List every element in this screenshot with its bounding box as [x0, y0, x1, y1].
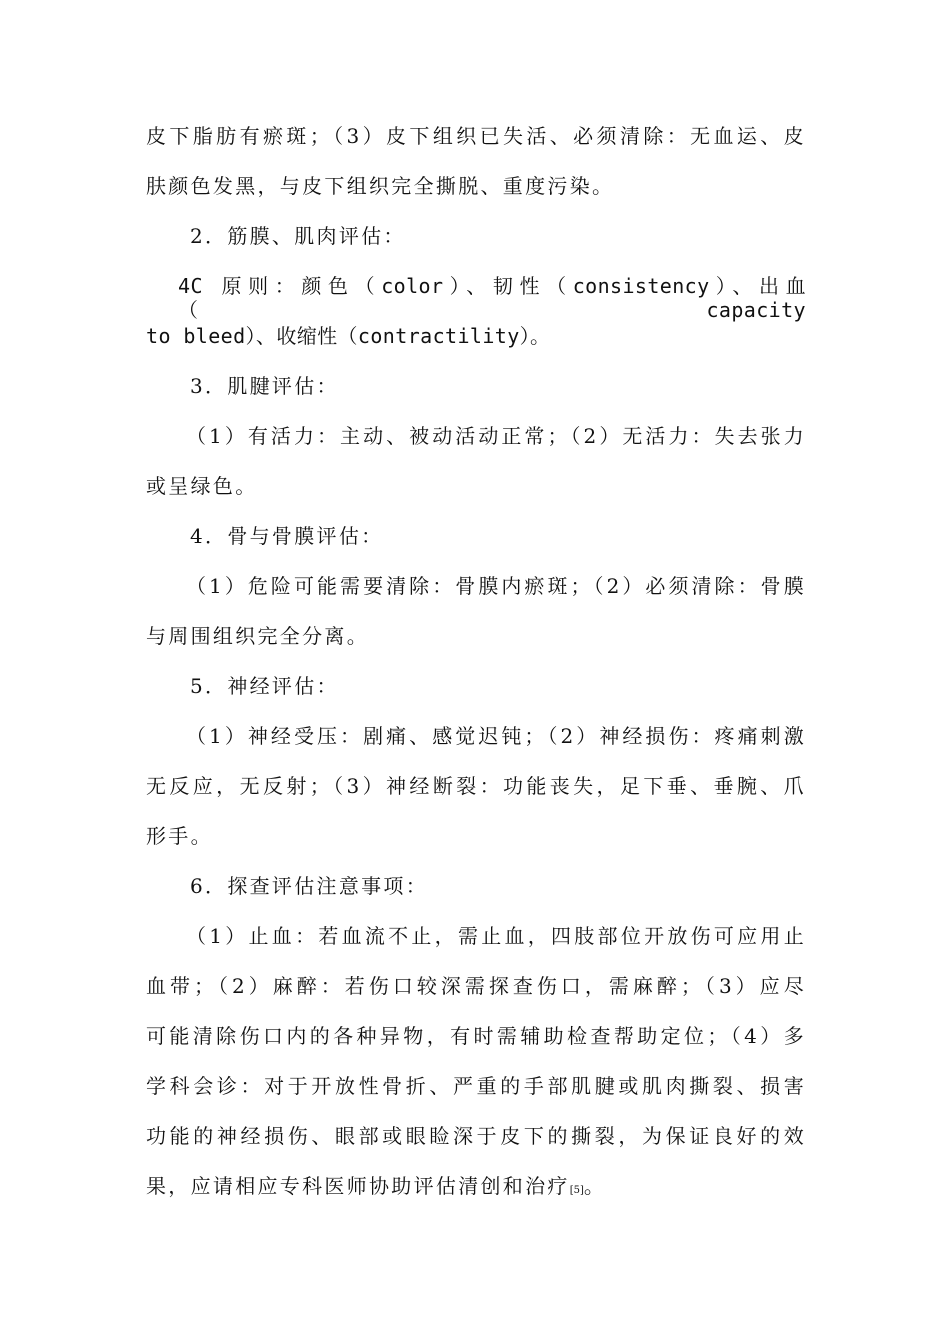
paragraph-line: （1）止血：若血流不止，需止血，四肢部位开放伤可应用止	[186, 924, 806, 948]
paragraph-line: 功能的神经损伤、眼部或眼睑深于皮下的撕裂，为保证良好的效	[146, 1124, 806, 1148]
section-heading: 2．筋膜、肌肉评估：	[190, 224, 406, 248]
section-heading: 3．肌腱评估：	[190, 374, 339, 398]
paragraph-line: 肤颜色发黑，与皮下组织完全撕脱、重度污染。	[146, 174, 615, 198]
paragraph-line: 皮下脂肪有瘀斑；（3）皮下组织已失活、必须清除：无血运、皮	[146, 124, 806, 148]
paragraph-line: 学科会诊：对于开放性骨折、严重的手部肌腱或肌肉撕裂、损害	[146, 1074, 806, 1098]
paragraph-line: （1）神经受压：剧痛、感觉迟钝；（2）神经损伤：疼痛刺激	[186, 724, 806, 748]
paragraph-line: 4C 原则：颜色（color）、韧性（consistency）、出血（capacity	[178, 274, 806, 322]
paragraph-line: 可能清除伤口内的各种异物，有时需辅助检查帮助定位；（4）多	[146, 1024, 806, 1048]
paragraph-line: （1）危险可能需要清除：骨膜内瘀斑；（2）必须清除：骨膜	[186, 574, 806, 598]
paragraph-line: 无反应，无反射；（3）神经断裂：功能丧失，足下垂、垂腕、爪	[146, 774, 806, 798]
citation-reference[interactable]: [5]	[569, 1185, 584, 1196]
paragraph-line: （1）有活力：主动、被动活动正常；（2）无活力：失去张力	[186, 424, 806, 448]
paragraph-line: 与周围组织完全分离。	[146, 624, 369, 648]
paragraph-end-punctuation: 。	[583, 1174, 607, 1198]
section-heading: 4．骨与骨膜评估：	[190, 524, 384, 548]
paragraph-line: 血带；（2）麻醉：若伤口较深需探查伤口，需麻醉；（3）应尽	[146, 974, 806, 998]
paragraph-text: 果，应请相应专科医师协助评估清创和治疗	[146, 1174, 570, 1198]
paragraph-line: 形手。	[146, 824, 213, 848]
paragraph-line: to bleed）、收缩性（contractility）。	[146, 324, 551, 348]
paragraph-line: 或呈绿色。	[146, 474, 258, 498]
section-heading: 6．探查评估注意事项：	[190, 874, 429, 898]
paragraph-line	[146, 1174, 806, 1203]
section-heading: 5．神经评估：	[190, 674, 339, 698]
